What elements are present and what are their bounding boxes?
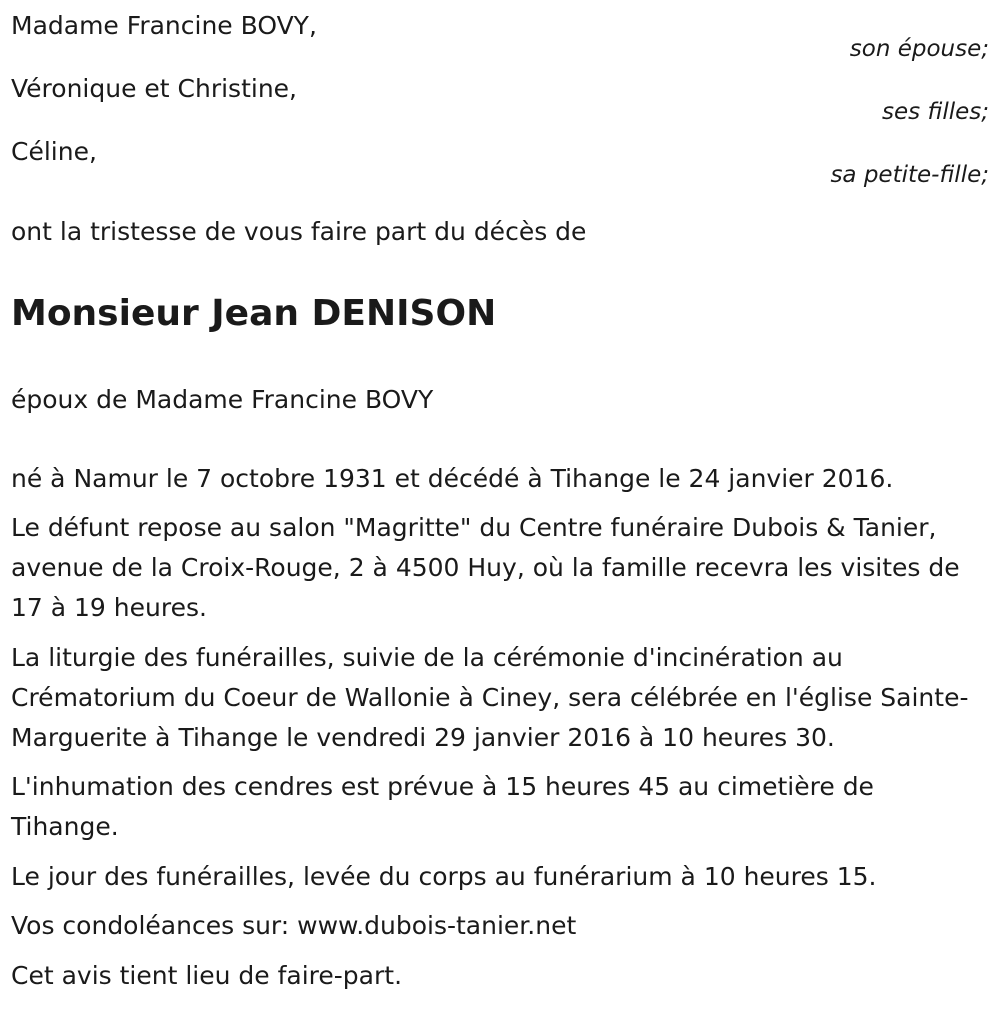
visitation-paragraph: Le défunt repose au salon "Magritte" du Centre funéraire Dubois & Tanier, avenue de la Croix-Rouge, 2 à 4500 Huy, où la famille recevra les visites de 17 à 19 heures. (11, 513, 960, 622)
condolences-paragraph: Vos condoléances sur: www.dubois-tanier.net (11, 911, 577, 940)
family-member-relation: ses filles; (882, 99, 989, 125)
deceased-name: Monsieur Jean DENISON (11, 293, 497, 334)
family-member-name: Céline, (11, 137, 97, 166)
family-member-name: Véronique et Christine, (11, 74, 297, 103)
announcement-intro: ont la tristesse de vous faire part du décès de (11, 217, 587, 246)
spouse-line: époux de Madame Francine BOVY (11, 385, 434, 414)
liturgy-paragraph: La liturgie des funérailles, suivie de la cérémonie d'incinération au Crématorium du Coeur de Wallonie à Ciney, sera célébrée en l'église Sainte-Marguerite à Tihange le vendredi 29 janvier 2016 à 10 heures 30. (11, 643, 969, 752)
burial-paragraph: L'inhumation des cendres est prévue à 15 heures 45 au cimetière de Tihange. (11, 772, 874, 841)
procession-paragraph: Le jour des funérailles, levée du corps au funérarium à 10 heures 15. (11, 862, 877, 891)
family-member-relation: son épouse; (849, 36, 989, 62)
family-member-name: Madame Francine BOVY, (11, 11, 317, 40)
family-member-relation: sa petite-fille; (830, 162, 989, 188)
notice-closing: Cet avis tient lieu de faire-part. (11, 961, 403, 990)
birth-death-paragraph: né à Namur le 7 octobre 1931 et décédé à Tihange le 24 janvier 2016. (11, 464, 894, 493)
